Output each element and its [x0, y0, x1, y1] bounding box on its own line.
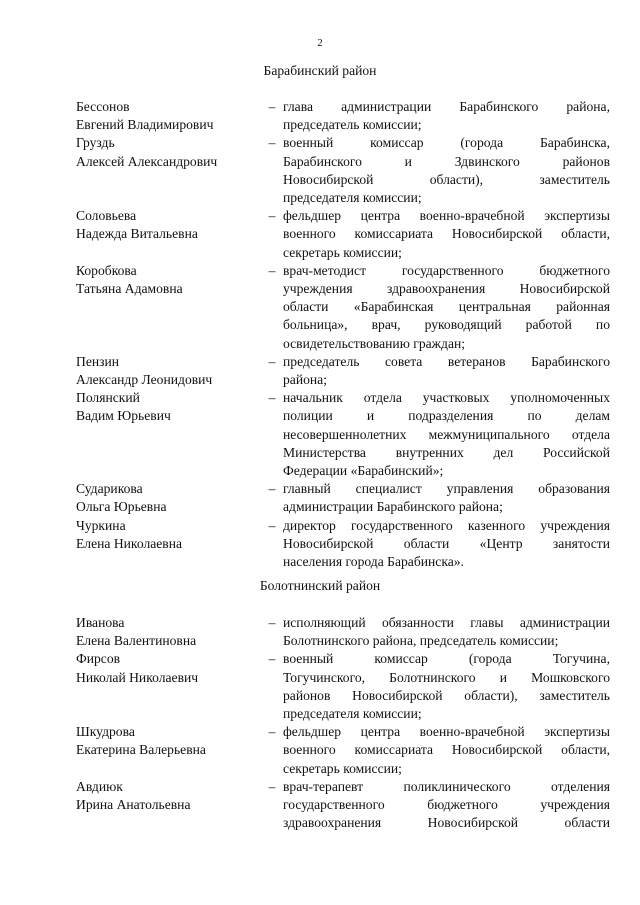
dash-separator: –: [268, 651, 276, 667]
member-role-line: Новосибирской области), заместитель: [283, 171, 610, 187]
member-entry: [76, 778, 611, 833]
member-role-line: Новосибирской области «Центр занятости: [283, 535, 610, 551]
member-role-line: населения города Барабинска».: [283, 554, 464, 570]
member-role-line: освидетельствованию граждан;: [283, 335, 466, 351]
member-role-line: военного комиссариата Новосибирской области,: [283, 742, 610, 758]
member-role-line: председателя комиссии;: [283, 190, 422, 206]
member-role-line: глава администрации Барабинского района,: [283, 99, 610, 114]
member-entry: [76, 517, 611, 572]
member-role-line: главный специалист управления образования: [283, 481, 610, 497]
member-name: [76, 98, 261, 134]
dash-separator: –: [268, 353, 276, 369]
member-entry: [76, 723, 611, 778]
member-role-line: районов Новосибирской области), заместитель: [283, 687, 610, 703]
member-role: [283, 389, 610, 480]
member-name: [76, 353, 261, 389]
member-name: [76, 262, 261, 353]
page-number: 2: [317, 37, 323, 49]
dash-separator: –: [268, 208, 276, 224]
member-role-line: области «Барабинская центральная районная: [283, 299, 610, 315]
member-name: [76, 134, 261, 207]
member-role: [283, 98, 610, 134]
dash-separator: –: [268, 778, 276, 794]
member-role-line: государственного бюджетного учреждения: [283, 797, 610, 813]
dash-separator: –: [268, 390, 276, 406]
member-role-line: здравоохранения Новосибирской области: [283, 815, 610, 831]
member-role: [283, 353, 610, 389]
member-role: [283, 480, 610, 516]
member-role-line: Тогучинского, Болотнинского и Мошковского: [283, 669, 610, 685]
member-role: [283, 650, 610, 723]
member-name-line: Надежда Витальевна: [76, 226, 198, 242]
member-role-line: больница», врач, руководящий работой по: [283, 317, 610, 333]
member-name-line: Коробкова: [76, 262, 137, 278]
member-role-line: врач-методист государственного бюджетного: [283, 262, 610, 278]
member-name: [76, 480, 261, 516]
member-role-line: администрации Барабинского района;: [283, 499, 503, 515]
commission-list-barabinsky: [76, 98, 611, 571]
member-role-line: Министерства внутренних дел Российской: [283, 444, 610, 460]
member-role-line: фельдшер центра военно-врачебной экспертизы: [283, 208, 610, 224]
dash-separator: –: [268, 135, 276, 151]
member-name-line: Ирина Анатольевна: [76, 797, 191, 813]
member-name-line: Вадим Юрьевич: [76, 408, 171, 424]
member-name-line: Евгений Владимирович: [76, 117, 214, 133]
member-name-line: Авдиюк: [76, 778, 123, 794]
member-role: [283, 262, 610, 353]
member-entry: [76, 614, 611, 650]
member-role: [283, 517, 610, 572]
member-role-line: председателя комиссии;: [283, 706, 422, 722]
member-name-line: Фирсов: [76, 651, 121, 667]
member-role-line: секретарь комиссии;: [283, 244, 402, 260]
dash-separator: –: [268, 615, 276, 630]
dash-separator: –: [268, 517, 276, 533]
section-title-barabinsky: Барабинский район: [263, 63, 377, 78]
dash-separator: –: [268, 99, 276, 114]
member-role-line: исполняющий обязанности главы администрации: [283, 615, 610, 630]
member-name-line: Александр Леонидович: [76, 372, 213, 388]
member-entry: [76, 353, 611, 389]
member-entry: [76, 207, 611, 262]
member-name-line: Екатерина Валерьевна: [76, 742, 206, 758]
member-name: [76, 517, 261, 572]
member-role-line: Федерации «Барабинский»;: [283, 463, 444, 479]
member-role: [283, 778, 610, 833]
member-role-line: Барабинского и Здвинского районов: [283, 153, 610, 169]
member-entry: [76, 262, 611, 353]
member-role-line: военного комиссариата Новосибирской области,: [283, 226, 610, 242]
member-role-line: начальник отдела участковых уполномоченных: [283, 390, 610, 406]
member-name-line: Пензин: [76, 353, 120, 369]
member-name: [76, 614, 261, 650]
member-entry: [76, 650, 611, 723]
member-role-line: фельдшер центра военно-врачебной экспертизы: [283, 724, 610, 740]
member-name-line: Иванова: [76, 615, 125, 630]
member-role-line: полиции и подразделения по делам: [283, 408, 610, 424]
member-name-line: Чуркина: [76, 517, 126, 533]
dash-separator: –: [268, 262, 276, 278]
member-name: [76, 778, 261, 833]
member-name: [76, 723, 261, 778]
member-name-line: Елена Валентиновна: [76, 633, 197, 649]
member-name: [76, 207, 261, 262]
member-name-line: Сударикова: [76, 481, 143, 497]
member-entry: [76, 389, 611, 480]
member-name: [76, 650, 261, 723]
member-name-line: Шкудрова: [76, 724, 135, 740]
member-role: [283, 723, 610, 778]
dash-separator: –: [268, 724, 276, 740]
member-name-line: Татьяна Адамовна: [76, 281, 183, 297]
member-role-line: военный комиссар (города Барабинска,: [283, 135, 610, 151]
member-role: [283, 207, 610, 262]
member-role-line: несовершеннолетних межмуниципального отдела: [283, 426, 610, 442]
member-role-line: района;: [283, 372, 327, 388]
member-name-line: Бессонов: [76, 99, 130, 114]
member-role-line: председатель комиссии;: [283, 117, 422, 133]
member-role: [283, 134, 610, 207]
member-role-line: учреждения здравоохранения Новосибирской: [283, 281, 610, 297]
member-role-line: военный комиссар (города Тогучина,: [283, 651, 610, 667]
section-title-bolotninsky: Болотнинский район: [259, 578, 381, 593]
member-role-line: секретарь комиссии;: [283, 760, 402, 776]
member-name-line: Полянский: [76, 390, 140, 406]
member-name: [76, 389, 261, 480]
member-role: [283, 614, 610, 650]
member-role-line: Болотнинского района, председатель комиссии;: [283, 633, 559, 649]
member-name-line: Ольга Юрьевна: [76, 499, 167, 515]
member-entry: [76, 98, 611, 134]
member-role-line: врач-терапевт поликлинического отделения: [283, 778, 610, 794]
member-name-line: Елена Николаевна: [76, 535, 183, 551]
member-role-line: председатель совета ветеранов Барабинского: [283, 353, 610, 369]
member-name-line: Алексей Александрович: [76, 153, 218, 169]
member-name-line: Соловьева: [76, 208, 137, 224]
member-name-line: Николай Николаевич: [76, 669, 199, 685]
member-name-line: Груздь: [76, 135, 115, 151]
commission-list-bolotninsky: [76, 614, 611, 832]
member-entry: [76, 480, 611, 516]
member-role-line: директор государственного казенного учреждения: [283, 517, 610, 533]
dash-separator: –: [268, 481, 276, 497]
member-entry: [76, 134, 611, 207]
